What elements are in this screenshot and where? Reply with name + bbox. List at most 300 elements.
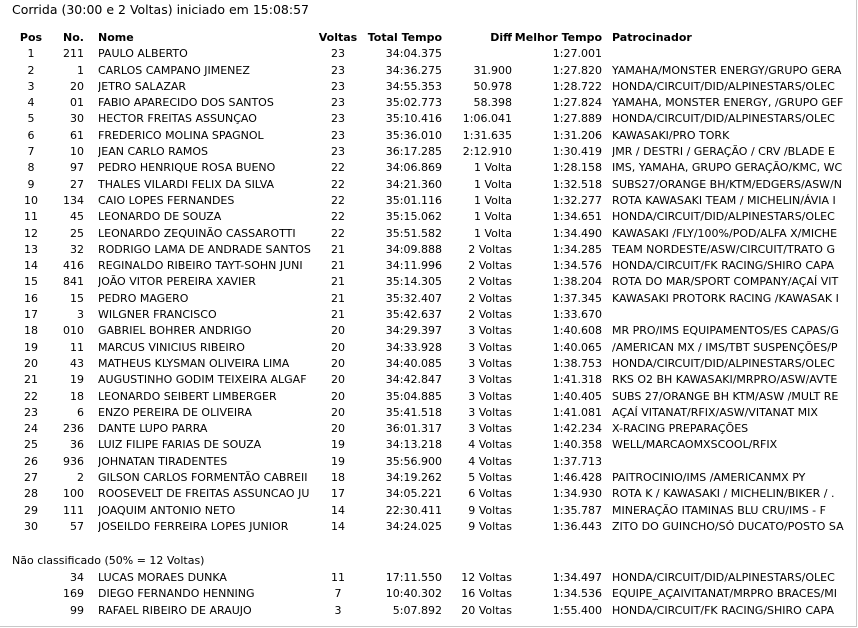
- cell-spacer: [602, 519, 612, 535]
- cell-pos: 6: [27, 128, 35, 142]
- cell-total-time: 34:29.397: [385, 324, 442, 338]
- cell-pos: 18: [24, 324, 38, 338]
- header-spacer: [84, 30, 98, 46]
- cell-spacer: [84, 340, 98, 356]
- cell-best-time: 1:40.608: [552, 324, 602, 338]
- cell-laps: 14: [331, 503, 345, 517]
- cell-diff: 3 Voltas: [468, 373, 512, 387]
- cell-pos: 1: [27, 47, 35, 61]
- cell-number: 18: [70, 389, 84, 403]
- cell-name: RODRIGO LAMA DE ANDRADE SANTOS: [98, 242, 311, 256]
- cell-spacer: [602, 291, 612, 307]
- cell-laps: 20: [331, 422, 345, 436]
- header-diff: Diff: [490, 31, 512, 44]
- cell-pos: 21: [24, 373, 38, 387]
- table-row: [12, 242, 858, 258]
- cell-pos: 23: [24, 405, 38, 419]
- cell-pos: 2: [27, 63, 35, 77]
- cell-name: ENZO PEREIRA DE OLIVEIRA: [98, 405, 252, 419]
- cell-spacer: [602, 79, 612, 95]
- cell-sponsor: [612, 307, 858, 323]
- cell-spacer: [84, 144, 98, 160]
- cell-name: DIEGO FERNANDO HENNING: [98, 587, 255, 601]
- header-pos: Pos: [19, 31, 43, 44]
- cell-best-time: 1:27.889: [552, 112, 602, 126]
- cell-diff: 3 Voltas: [468, 356, 512, 370]
- cell-pos: 10: [24, 193, 38, 207]
- table-row: [12, 209, 858, 225]
- cell-spacer: [602, 242, 612, 258]
- cell-laps: 20: [331, 324, 345, 338]
- cell-diff: 3 Voltas: [468, 340, 512, 354]
- cell-total-time: 35:14.305: [385, 275, 442, 289]
- cell-name: MARCUS VINICIUS RIBEIRO: [98, 340, 245, 354]
- cell-spacer: [602, 128, 612, 144]
- cell-spacer: [84, 372, 98, 388]
- cell-diff: 3 Voltas: [468, 324, 512, 338]
- cell-total-time: 34:21.360: [385, 177, 442, 191]
- cell-diff: 9 Voltas: [468, 519, 512, 533]
- cell-spacer: [84, 470, 98, 486]
- cell-spacer: [602, 274, 612, 290]
- cell-name: JETRO SALAZAR: [98, 79, 187, 93]
- cell-spacer: [602, 503, 612, 519]
- table-row: [12, 323, 858, 339]
- table-row: [12, 128, 858, 144]
- cell-sponsor: AÇAÍ VITANAT/RFIX/ASW/VITANAT MIX: [612, 405, 818, 419]
- table-row: [12, 144, 858, 160]
- cell-name: GABRIEL BOHRER ANDRIGO: [98, 324, 252, 338]
- cell-total-time: 35:41.518: [385, 405, 442, 419]
- cell-laps: 20: [331, 405, 345, 419]
- cell-name: JEAN CARLO RAMOS: [98, 145, 209, 159]
- header-laps: Voltas: [318, 31, 358, 44]
- cell-name: DANTE LUPO PARRA: [98, 422, 208, 436]
- table-row: [12, 193, 858, 209]
- cell-sponsor: SUBS27/ORANGE BH/KTM/EDGERS/ASW/N: [612, 177, 842, 191]
- cell-number: 11: [70, 340, 84, 354]
- header-row: [12, 30, 858, 46]
- cell-spacer: [602, 46, 612, 62]
- cell-name: PEDRO HENRIQUE ROSA BUENO: [98, 161, 276, 175]
- table-row: [12, 421, 858, 437]
- cell-best-time: 1:27.820: [552, 63, 602, 77]
- table-row: [12, 226, 858, 242]
- results-table: [12, 30, 858, 535]
- cell-total-time: 35:10.416: [385, 112, 442, 126]
- table-row: [12, 486, 858, 502]
- table-row: [12, 372, 858, 388]
- cell-spacer: [84, 46, 98, 62]
- cell-number: 32: [70, 242, 84, 256]
- cell-total-time: 34:36.275: [385, 63, 442, 77]
- cell-name: HECTOR FREITAS ASSUNÇAO: [98, 112, 257, 126]
- cell-best-time: 1:28.158: [552, 161, 602, 175]
- cell-best-time: 1:32.518: [552, 177, 602, 191]
- cell-total-time: 35:56.900: [385, 454, 442, 468]
- cell-pos: 17: [24, 308, 38, 322]
- cell-spacer: [84, 356, 98, 372]
- cell-laps: 21: [331, 259, 345, 273]
- cell-total-time: 35:36.010: [385, 128, 442, 142]
- cell-diff: 1 Volta: [473, 161, 512, 175]
- cell-spacer: [84, 405, 98, 421]
- cell-total-time: 34:42.847: [385, 373, 442, 387]
- table-row: [12, 307, 858, 323]
- cell-number: 236: [63, 422, 84, 436]
- not-classified-label: Não classificado (50% = 12 Voltas): [12, 554, 205, 567]
- cell-spacer: [84, 160, 98, 176]
- cell-diff: 3 Voltas: [468, 422, 512, 436]
- cell-diff: 6 Voltas: [468, 487, 512, 501]
- cell-sponsor: HONDA/CIRCUIT/DID/ALPINESTARS/OLEC: [612, 356, 835, 370]
- cell-laps: 23: [331, 47, 345, 61]
- cell-number: 169: [63, 587, 84, 601]
- table-row: [12, 389, 858, 405]
- cell-laps: 14: [331, 519, 345, 533]
- cell-best-time: 1:41.318: [552, 373, 602, 387]
- table-row: [12, 519, 858, 535]
- header-sponsor: Patrocinador: [612, 31, 692, 44]
- cell-best-time: 1:46.428: [552, 471, 602, 485]
- cell-name: AUGUSTINHO GODIM TEIXEIRA ALGAF: [98, 373, 307, 387]
- cell-sponsor: IMS, YAMAHA, GRUPO GERAÇÃO/KMC, WC: [612, 161, 843, 175]
- cell-spacer: [84, 242, 98, 258]
- cell-spacer: [602, 193, 612, 209]
- cell-number: 936: [63, 454, 84, 468]
- header-no: No.: [63, 31, 84, 44]
- cell-laps: 19: [331, 454, 345, 468]
- cell-laps: 20: [331, 356, 345, 370]
- cell-diff: 31.900: [473, 63, 512, 77]
- cell-laps: 11: [331, 571, 345, 584]
- cell-sponsor: KAWASAKI /FLY/100%/POD/ALFA X/MICHE: [612, 226, 838, 240]
- cell-best-time: 1:35.787: [552, 503, 602, 517]
- cell-spacer: [84, 389, 98, 405]
- cell-diff: 4 Voltas: [468, 454, 512, 468]
- cell-spacer: [602, 570, 612, 586]
- cell-diff: 16 Voltas: [461, 587, 512, 601]
- cell-total-time: 34:13.218: [385, 438, 442, 452]
- cell-best-time: 1:30.419: [552, 145, 602, 159]
- cell-spacer: [84, 323, 98, 339]
- cell-sponsor: ROTA DO MAR/SPORT COMPANY/AÇAÍ VIT: [612, 275, 839, 289]
- table-row: [12, 454, 858, 470]
- cell-laps: 23: [331, 79, 345, 93]
- cell-spacer: [84, 258, 98, 274]
- cell-pos: 4: [27, 96, 35, 110]
- cell-best-time: 1:33.670: [552, 308, 602, 322]
- cell-sponsor: MR PRO/IMS EQUIPAMENTOS/ES CAPAS/G: [612, 324, 839, 338]
- table-row: [12, 356, 858, 372]
- cell-sponsor: HONDA/CIRCUIT/FK RACING/SHIRO CAPA: [612, 259, 834, 273]
- table-row: [12, 570, 858, 586]
- cell-best-time: 1:40.358: [552, 438, 602, 452]
- cell-number: 61: [70, 128, 84, 142]
- cell-spacer: [84, 95, 98, 111]
- cell-sponsor: HONDA/CIRCUIT/DID/ALPINESTARS/OLEC: [612, 210, 835, 224]
- race-title: Corrida (30:00 e 2 Voltas) iniciado em 15:08:57: [12, 2, 309, 17]
- cell-number: 010: [63, 324, 84, 338]
- cell-sponsor: EQUIPE_AÇAIVITANAT/MRPRO BRACES/MI: [612, 587, 837, 601]
- cell-best-time: 1:28.722: [552, 79, 602, 93]
- cell-pos: 28: [24, 487, 38, 501]
- cell-number: 97: [70, 161, 84, 175]
- cell-total-time: 22:30.411: [385, 503, 442, 517]
- cell-diff: 2 Voltas: [468, 308, 512, 322]
- cell-total-time: 34:24.025: [385, 519, 442, 533]
- cell-total-time: 36:17.285: [385, 145, 442, 159]
- cell-sponsor: KAWASAKI PROTORK RACING /KAWASAK I: [612, 291, 839, 305]
- cell-diff: 3 Voltas: [468, 405, 512, 419]
- cell-spacer: [84, 291, 98, 307]
- cell-number: 134: [63, 193, 84, 207]
- cell-spacer: [602, 356, 612, 372]
- cell-spacer: [84, 519, 98, 535]
- cell-spacer: [84, 274, 98, 290]
- cell-spacer: [602, 307, 612, 323]
- cell-sponsor: HONDA/CIRCUIT/FK RACING/SHIRO CAPA: [612, 603, 834, 617]
- table-row: [12, 586, 858, 602]
- cell-spacer: [602, 340, 612, 356]
- cell-number: 19: [70, 373, 84, 387]
- cell-best-time: 1:55.400: [552, 603, 602, 617]
- table-row: [12, 503, 858, 519]
- cell-sponsor: MINERAÇÃO ITAMINAS BLU CRU/IMS - F: [612, 503, 826, 517]
- cell-pos: 20: [24, 356, 38, 370]
- cell-diff: 2 Voltas: [468, 291, 512, 305]
- cell-diff: 2 Voltas: [468, 242, 512, 256]
- cell-best-time: 1:38.204: [552, 275, 602, 289]
- cell-total-time: 34:40.085: [385, 356, 442, 370]
- cell-total-time: 34:55.353: [385, 79, 442, 93]
- cell-diff: 2:12.910: [462, 145, 512, 159]
- cell-spacer: [602, 226, 612, 242]
- not-classified-body: [12, 570, 858, 619]
- cell-diff: 1 Volta: [473, 193, 512, 207]
- cell-best-time: 1:40.065: [552, 340, 602, 354]
- cell-diff: 4 Voltas: [468, 438, 512, 452]
- cell-number: 34: [70, 571, 84, 584]
- cell-spacer: [602, 603, 612, 619]
- cell-pos: 9: [27, 177, 35, 191]
- cell-number: 211: [63, 47, 84, 61]
- cell-sponsor: X-RACING PREPARAÇÕES: [612, 422, 749, 436]
- cell-total-time: 34:04.375: [385, 47, 442, 61]
- cell-laps: 22: [331, 161, 345, 175]
- cell-pos: 27: [24, 471, 38, 485]
- table-row: [12, 291, 858, 307]
- cell-best-time: 1:41.081: [552, 405, 602, 419]
- cell-sponsor: RKS O2 BH KAWASAKI/MRPRO/ASW/AVTE: [612, 373, 838, 387]
- cell-best-time: 1:27.824: [552, 96, 602, 110]
- cell-number: 2: [77, 471, 84, 485]
- cell-spacer: [84, 63, 98, 79]
- cell-number: 25: [70, 226, 84, 240]
- cell-best-time: 1:27.001: [552, 47, 602, 61]
- cell-name: FREDERICO MOLINA SPAGNOL: [98, 128, 264, 142]
- cell-number: 841: [63, 275, 84, 289]
- cell-laps: 23: [331, 96, 345, 110]
- cell-sponsor: ROTA K / KAWASAKI / MICHELIN/BIKER / .: [612, 487, 835, 501]
- table-row: [12, 46, 858, 62]
- cell-total-time: 34:33.928: [385, 340, 442, 354]
- cell-pos: 3: [27, 79, 35, 93]
- cell-spacer: [84, 226, 98, 242]
- table-row: [12, 470, 858, 486]
- cell-spacer: [602, 470, 612, 486]
- cell-pos: 26: [24, 454, 38, 468]
- cell-laps: 20: [331, 389, 345, 403]
- cell-sponsor: JMR / DESTRI / GERAÇÃO / CRV /BLADE E: [612, 145, 835, 159]
- cell-spacer: [602, 323, 612, 339]
- cell-spacer: [84, 177, 98, 193]
- cell-spacer: [602, 144, 612, 160]
- cell-number: 01: [70, 96, 84, 110]
- cell-sponsor: ROTA KAWASAKI TEAM / MICHELIN/ÁVIA I: [612, 193, 836, 207]
- results-body: [12, 46, 858, 535]
- cell-best-time: 1:38.753: [552, 356, 602, 370]
- cell-name: PEDRO MAGERO: [98, 291, 189, 305]
- cell-name: REGINALDO RIBEIRO TAYT-SOHN JUNI: [98, 259, 303, 273]
- cell-diff: 1 Volta: [473, 177, 512, 191]
- cell-spacer: [84, 454, 98, 470]
- cell-name: CARLOS CAMPANO JIMENEZ: [98, 63, 250, 77]
- cell-laps: 19: [331, 438, 345, 452]
- cell-name: LEONARDO SEIBERT LIMBERGER: [98, 389, 277, 403]
- cell-diff: 1 Volta: [473, 226, 512, 240]
- cell-number: 30: [70, 112, 84, 126]
- cell-laps: 22: [331, 210, 345, 224]
- header-total-time: Total Tempo: [367, 31, 442, 44]
- cell-spacer: [602, 258, 612, 274]
- cell-sponsor: HONDA/CIRCUIT/DID/ALPINESTARS/OLEC: [612, 112, 835, 126]
- cell-diff: 20 Voltas: [461, 603, 512, 617]
- cell-spacer: [602, 177, 612, 193]
- cell-number: 416: [63, 259, 84, 273]
- cell-spacer: [84, 193, 98, 209]
- cell-laps: 3: [334, 603, 342, 617]
- cell-laps: 21: [331, 291, 345, 305]
- cell-total-time: 36:01.317: [385, 422, 442, 436]
- cell-spacer: [84, 603, 98, 619]
- cell-total-time: 35:02.773: [385, 96, 442, 110]
- cell-total-time: 5:07.892: [392, 603, 442, 617]
- cell-laps: 21: [331, 242, 345, 256]
- cell-pos: 8: [27, 161, 35, 175]
- cell-spacer: [602, 405, 612, 421]
- cell-sponsor: HONDA/CIRCUIT/DID/ALPINESTARS/OLEC: [612, 79, 835, 93]
- cell-diff: 3 Voltas: [468, 389, 512, 403]
- cell-spacer: [602, 372, 612, 388]
- cell-sponsor: [612, 46, 858, 62]
- cell-name: CAIO LOPES FERNANDES: [98, 193, 235, 207]
- cell-best-time: 1:34.497: [552, 571, 602, 584]
- cell-sponsor: KAWASAKI/PRO TORK: [612, 128, 730, 142]
- cell-name: LUIZ FILIPE FARIAS DE SOUZA: [98, 438, 262, 452]
- table-row: [12, 603, 858, 619]
- cell-laps: 17: [331, 487, 345, 501]
- table-row: [12, 160, 858, 176]
- cell-pos: 5: [27, 112, 35, 126]
- cell-diff: 1:31.635: [462, 128, 512, 142]
- cell-total-time: 35:32.407: [385, 291, 442, 305]
- header-best-time: Melhor Tempo: [514, 31, 602, 44]
- cell-total-time: 34:11.996: [385, 259, 442, 273]
- cell-name: JOAQUIM ANTONIO NETO: [98, 503, 236, 517]
- cell-spacer: [602, 111, 612, 127]
- cell-laps: 18: [331, 471, 345, 485]
- cell-spacer: [84, 437, 98, 453]
- cell-number: 57: [70, 519, 84, 533]
- table-row: [12, 79, 858, 95]
- cell-sponsor: ZITO DO GUINCHO/SÓ DUCATO/POSTO SA: [612, 519, 844, 533]
- cell-name: JOÃO VITOR PEREIRA XAVIER: [98, 275, 256, 289]
- cell-name: RAFAEL RIBEIRO DE ARAUJO: [98, 603, 252, 617]
- cell-sponsor: YAMAHA/MONSTER ENERGY/GRUPO GERA: [612, 63, 842, 77]
- cell-spacer: [84, 421, 98, 437]
- cell-pos: 13: [24, 242, 38, 256]
- cell-diff: 2 Voltas: [468, 259, 512, 273]
- cell-diff: 5 Voltas: [468, 471, 512, 485]
- cell-spacer: [602, 160, 612, 176]
- table-row: [12, 111, 858, 127]
- cell-name: LEONARDO ZEQUINÃO CASSAROTTI: [98, 226, 296, 240]
- cell-sponsor: WELL/MARCAOMXSCOOL/RFIX: [612, 438, 778, 452]
- cell-diff: 1 Volta: [473, 210, 512, 224]
- cell-pos: 14: [24, 259, 38, 273]
- cell-name: LEONARDO DE SOUZA: [98, 210, 222, 224]
- cell-number: 6: [77, 405, 84, 419]
- cell-total-time: 34:09.888: [385, 242, 442, 256]
- table-row: [12, 405, 858, 421]
- cell-total-time: 35:01.116: [385, 193, 442, 207]
- cell-name: ROOSEVELT DE FREITAS ASSUNCAO JU: [98, 487, 310, 501]
- cell-number: 45: [70, 210, 84, 224]
- cell-sponsor: HONDA/CIRCUIT/DID/ALPINESTARS/OLEC: [612, 571, 835, 584]
- cell-best-time: 1:34.536: [552, 587, 602, 601]
- cell-best-time: 1:40.405: [552, 389, 602, 403]
- cell-number: 15: [70, 291, 84, 305]
- cell-total-time: 35:51.582: [385, 226, 442, 240]
- cell-sponsor: /AMERICAN MX / IMS/TBT SUSPENÇÕES/P: [612, 340, 838, 354]
- cell-pos: 15: [24, 275, 38, 289]
- cell-name: JOSEILDO FERREIRA LOPES JUNIOR: [98, 519, 289, 533]
- cell-best-time: 1:37.713: [552, 454, 602, 468]
- cell-sponsor: SUBS 27/ORANGE BH KTM/ASW /MULT RE: [612, 389, 839, 403]
- cell-best-time: 1:42.234: [552, 422, 602, 436]
- cell-pos: 11: [24, 210, 38, 224]
- cell-best-time: 1:34.651: [552, 210, 602, 224]
- cell-total-time: 34:05.221: [385, 487, 442, 501]
- cell-best-time: 1:37.345: [552, 291, 602, 305]
- cell-name: JOHNATAN TIRADENTES: [98, 454, 228, 468]
- cell-pos: 19: [24, 340, 38, 354]
- cell-spacer: [84, 111, 98, 127]
- cell-laps: 23: [331, 145, 345, 159]
- cell-pos: 25: [24, 438, 38, 452]
- cell-laps: 23: [331, 63, 345, 77]
- cell-pos: 30: [24, 519, 38, 533]
- cell-laps: 23: [331, 112, 345, 126]
- cell-sponsor: YAMAHA, MONSTER ENERGY, /GRUPO GEF: [612, 96, 844, 110]
- cell-number: 10: [70, 145, 84, 159]
- table-row: [12, 258, 858, 274]
- cell-spacer: [84, 307, 98, 323]
- header-spacer: [602, 30, 612, 46]
- cell-spacer: [602, 586, 612, 602]
- cell-pos: 7: [27, 145, 35, 159]
